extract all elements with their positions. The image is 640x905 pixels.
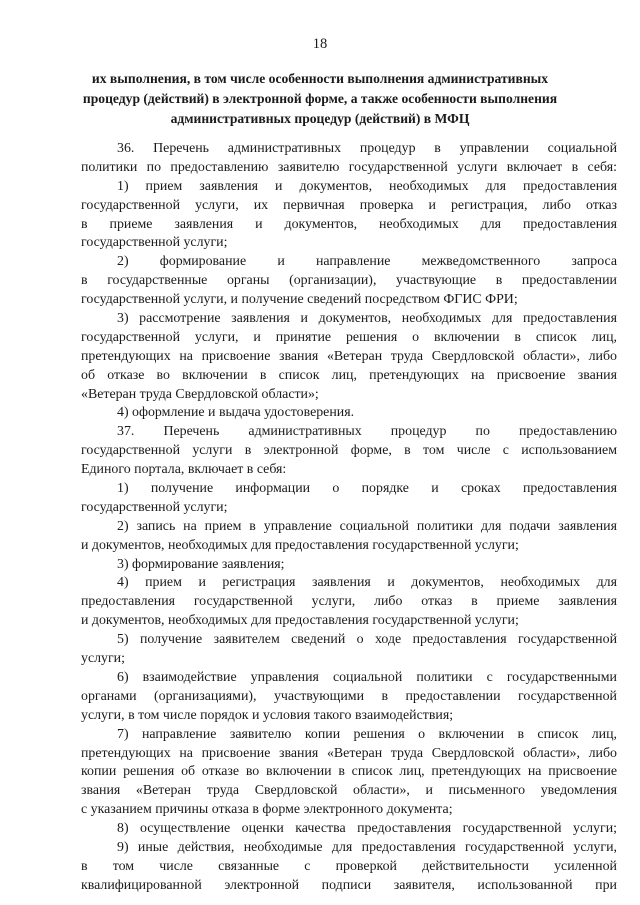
heading-line: административных процедур (действий) в МФЦ: [170, 111, 470, 126]
body-text-line: 4) прием и регистрация заявления и документов, необходимых для: [117, 575, 617, 591]
body-text-line: государственной услуги;: [81, 235, 228, 251]
body-text-line: об отказе во включении в список лиц, претендующих на присвоение звания: [81, 367, 617, 383]
body-text-line: государственной услуги, их первичная проверка и регистрация, либо отказ: [81, 197, 617, 213]
body-text-line: 5) получение заявителем сведений о ходе предоставления государственной: [117, 632, 617, 648]
body-text-line: 6) взаимодействие управления социальной политики с государственными: [117, 669, 617, 685]
body-text-line: 7) направление заявителю копии решения о включении в список лиц,: [117, 726, 617, 742]
document-body: [81, 140, 617, 896]
body-text-line: 37. Перечень административных процедур по предоставлению: [117, 424, 617, 440]
page-number: 18: [312, 36, 328, 52]
body-text-line: 3) рассмотрение заявления и документов, необходимых для предоставления: [117, 311, 617, 327]
body-text-line: квалифицированной электронной подписи заявителя, использованной при: [81, 877, 617, 893]
body-text-line: звания «Ветеран труда Свердловской области», и письменного уведомления: [81, 783, 617, 799]
body-text-line: претендующих на присвоение звания «Ветеран труда Свердловской области», либо: [81, 348, 617, 364]
section-heading: [40, 69, 600, 129]
body-text-line: «Ветеран труда Свердловской области»;: [81, 386, 319, 402]
body-text-line: 9) иные действия, необходимые для предоставления государственной услуги,: [117, 839, 617, 855]
body-text-line: государственной услуги, и принятие решения о включении в список лиц,: [81, 329, 617, 345]
body-text-line: в приеме заявления и документов, необходимых для предоставления: [81, 216, 617, 232]
body-text-line: в государственные органы (организации), участвующие в предоставлении: [81, 273, 617, 289]
body-text-line: 3) формирование заявления;: [117, 556, 285, 572]
body-text-line: и документов, необходимых для предоставления государственной услуги;: [81, 613, 519, 629]
body-text-line: 2) запись на прием в управление социальной политики для подачи заявления: [117, 518, 617, 534]
body-text-line: органами (организациями), участвующими в предоставлении государственной: [81, 688, 617, 704]
body-text-line: политики по предоставлению заявителю государственной услуги включает в себя:: [81, 159, 617, 175]
body-text-line: предоставления государственной услуги, либо отказ в приеме заявления: [81, 594, 617, 610]
heading-line: процедур (действий) в электронной форме, а также особенности выполнения: [82, 91, 558, 106]
body-text-line: государственной услуги;: [81, 499, 228, 515]
body-text-line: 2) формирование и направление межведомственного запроса: [117, 254, 617, 270]
body-text-line: 1) получение информации о порядке и сроках предоставления: [117, 481, 617, 497]
body-text-line: и документов, необходимых для предоставления государственной услуги;: [81, 537, 519, 553]
body-text-line: Единого портала, включает в себя:: [81, 462, 287, 478]
body-text-line: 8) осуществление оценки качества предоставления государственной услуги;: [117, 821, 617, 837]
body-text-line: 36. Перечень административных процедур в управлении социальной: [117, 141, 617, 156]
heading-line: их выполнения, в том числе особенности выполнения административных: [91, 71, 549, 86]
body-text-line: государственной услуги, и получение сведений посредством ФГИС ФРИ;: [81, 292, 518, 308]
body-text-line: претендующих на присвоение звания «Ветеран труда Свердловской области», либо: [81, 745, 617, 761]
body-text-line: копии решения об отказе во включении в список лиц, претендующих на присвоение: [81, 764, 617, 780]
body-text-line: с указанием причины отказа в форме электронного документа;: [81, 802, 453, 818]
body-text-line: услуги;: [81, 651, 125, 667]
body-text-line: в том числе связанные с проверкой действительности усиленной: [81, 858, 617, 874]
body-text-line: 1) прием заявления и документов, необходимых для предоставления: [117, 178, 617, 194]
body-text-line: государственной услуги в электронной форме, в том числе с использованием: [81, 443, 617, 459]
body-text-line: услуги, в том числе порядок и условия такого взаимодействия;: [81, 707, 454, 723]
body-text-line: 4) оформление и выдача удостоверения.: [117, 405, 355, 421]
